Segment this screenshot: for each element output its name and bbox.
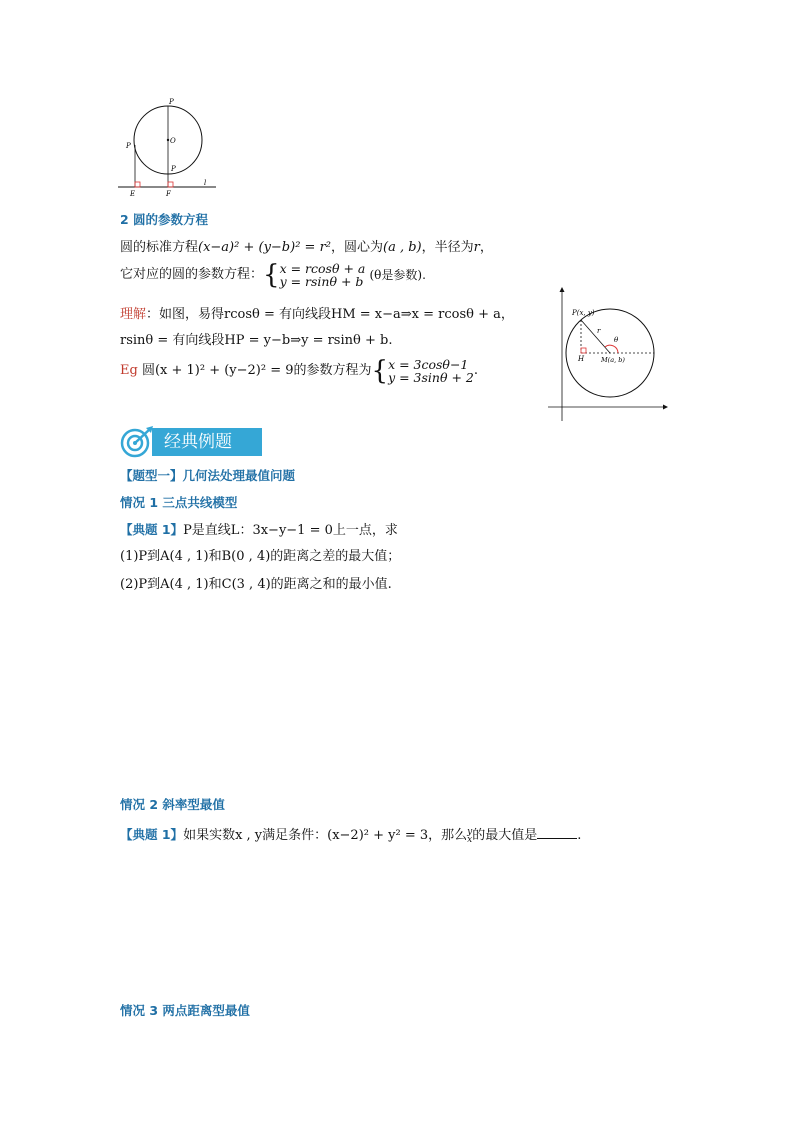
label-p: P(x, y) (572, 309, 595, 317)
equation-system (388, 358, 474, 384)
right-angle-h (581, 348, 586, 353)
right-angle-e (135, 182, 140, 187)
text-segment: 圆的标准方程 (120, 240, 199, 255)
text-segment: (θ是参数). (369, 268, 426, 282)
section-heading: 2 圆的参数方程 (120, 212, 209, 227)
understand-label: 理解 (120, 307, 147, 322)
problem1-q2: (2)P到A(4 , 1)和C(3 , 4)的距离之和的最小值. (120, 577, 392, 592)
label-e: E (130, 190, 136, 198)
text-segment: 圆(x + 1)² + (y−2)² = 9的参数方程为 (137, 363, 372, 378)
case1-heading: 情况 1 三点共线模型 (120, 495, 238, 510)
equation-system (280, 262, 366, 288)
problem-tag: 【典题 1】 (120, 827, 184, 842)
fraction-denominator: x (467, 834, 473, 845)
example-line (120, 358, 478, 390)
eg-label: Eg (120, 363, 138, 378)
problem1-stem (120, 521, 398, 540)
parametric-equation-line (120, 262, 426, 294)
label-m: M(a, b) (601, 356, 625, 364)
y-axis-arrow (560, 287, 565, 292)
text-segment: 如果实数x , y满足条件：(x−2)² + y² = 3，那么 (183, 828, 468, 843)
right-angle-f (168, 182, 173, 187)
standard-equation-line (120, 239, 493, 257)
answer-blank[interactable] (537, 826, 577, 839)
label-r: r (597, 327, 601, 335)
label-p: P (126, 142, 131, 150)
label-f: F (166, 190, 171, 198)
label-l: l (204, 179, 207, 187)
label-p-top: P (169, 98, 174, 106)
text-segment: . (577, 828, 582, 843)
text-segment: ：如图，易得rcosθ = 有向线段HM = x−a⇒x = rcosθ + a， (146, 307, 514, 322)
cycloid-figure (116, 95, 220, 201)
case-line: x = rcosθ + a (279, 261, 366, 276)
math-expression: (a , b) (383, 240, 422, 255)
text-segment: ，半径为 (421, 240, 474, 255)
brace-icon: { (263, 260, 280, 290)
text-segment: ， (479, 240, 493, 255)
center-dot (167, 139, 169, 141)
parametric-figure (545, 285, 670, 423)
label-o: O (170, 137, 176, 145)
case3-heading: 情况 3 两点距离型最值 (120, 1003, 250, 1018)
math-expression: r (473, 240, 480, 255)
problem-tag: 【典题 1】 (120, 522, 184, 537)
problem2-stem (120, 826, 581, 846)
text-segment: 的最大值是 (472, 828, 538, 843)
case-line: y = 3sinθ + 2 (388, 370, 474, 385)
fraction-numerator: y (467, 826, 473, 837)
understanding-line-1 (120, 306, 514, 324)
banner-title: 经典例题 (152, 428, 262, 456)
math-expression: (x−a)² + (y−b)² = r² (198, 240, 331, 255)
understanding-line-2: rsinθ = 有向线段HP = y−b⇒y = rsinθ + b. (120, 333, 393, 348)
target-icon (120, 426, 154, 458)
text-segment: P是直线L：3x−y−1 = 0上一点，求 (183, 523, 398, 538)
text-segment: ，圆心为 (331, 240, 384, 255)
type-heading: 【题型一】几何法处理最值问题 (120, 468, 296, 483)
brace-icon: { (371, 356, 389, 386)
case-line: y = rsinθ + b (279, 274, 364, 289)
text-segment: 它对应的圆的参数方程： (120, 267, 264, 282)
label-h: H (578, 355, 585, 363)
label-theta: θ (614, 336, 619, 344)
case2-heading: 情况 2 斜率型最值 (120, 797, 225, 812)
x-axis-arrow (663, 405, 668, 410)
text-segment: . (473, 363, 479, 378)
case-line: x = 3cosθ−1 (388, 357, 469, 372)
label-p1: P (171, 165, 176, 173)
problem1-q1: (1)P到A(4 , 1)和B(0 , 4)的距离之差的最大值； (120, 549, 401, 564)
